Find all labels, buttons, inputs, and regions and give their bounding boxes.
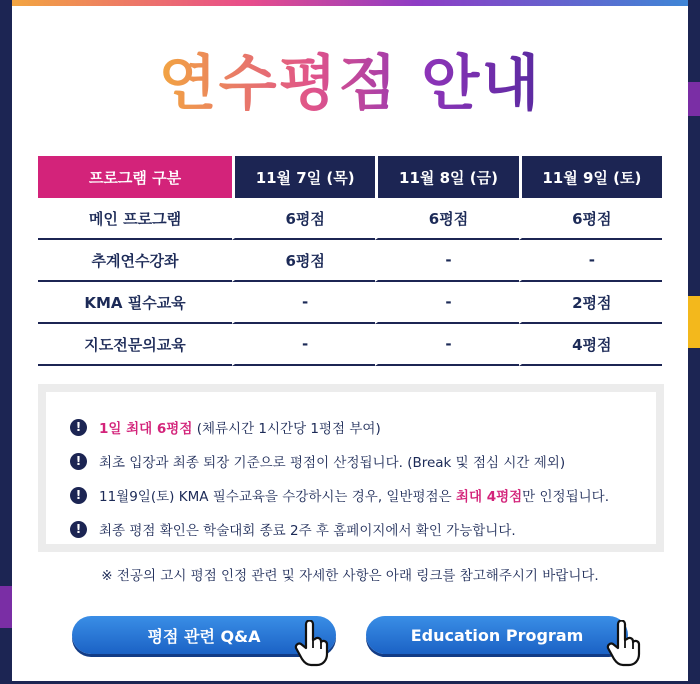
credit-table	[38, 156, 662, 366]
notice-highlight: 1일 최대 6평점	[99, 421, 193, 437]
pointing-hand-icon	[292, 620, 332, 668]
pointing-hand-icon	[604, 620, 644, 668]
table-row	[38, 282, 662, 324]
education-program-button-label: Education Program	[410, 625, 584, 645]
notice-text: 11월9일(토) KMA 필수교육을 수강하시는 경우, 일반평점은	[99, 489, 456, 505]
table-cell: -	[232, 282, 375, 324]
table-cell: 4평점	[519, 324, 662, 366]
notice-box	[38, 384, 664, 552]
notice-item	[70, 478, 656, 512]
table-header-row	[38, 156, 662, 198]
table-cell: 2평점	[519, 282, 662, 324]
exclamation-circle-icon: !	[70, 487, 87, 504]
notice-text: 만 인정됩니다.	[522, 489, 610, 505]
top-gradient-bar	[12, 0, 688, 6]
exclamation-circle-icon: !	[70, 521, 87, 538]
header-nov-9: 11월 9일 (토)	[519, 156, 662, 198]
table-row	[38, 198, 662, 240]
table-cell: -	[375, 324, 518, 366]
notice-text: 최초 입장과 최종 퇴장 기준으로 평점이 산정됩니다. (Break 및 점심 시간 제외)	[99, 455, 566, 471]
notice-text: (체류시간 1시간당 1평점 부여)	[192, 421, 381, 437]
table-cell: 6평점	[232, 240, 375, 282]
right-accent-yellow	[688, 296, 700, 348]
notice-item	[70, 410, 656, 444]
exclamation-circle-icon: !	[70, 419, 87, 436]
header-nov-7: 11월 7일 (목)	[232, 156, 375, 198]
notice-item	[70, 444, 656, 478]
table-cell: -	[375, 282, 518, 324]
notice-highlight: 최대 4평점	[455, 489, 523, 505]
table-cell: 6평점	[519, 198, 662, 240]
page-title: 연수평점 안내	[158, 49, 542, 119]
left-accent-purple	[0, 586, 12, 628]
header-nov-8: 11월 8일 (금)	[375, 156, 518, 198]
credit-qa-button-label: 평점 관련 Q&A	[147, 626, 261, 646]
row-label: KMA 필수교육	[38, 282, 232, 324]
notice-item	[70, 512, 656, 546]
table-row	[38, 240, 662, 282]
notice-inner	[46, 392, 656, 544]
row-label: 메인 프로그램	[38, 198, 232, 240]
notice-text: 최종 평점 확인은 학술대회 종료 2주 후 홈페이지에서 확인 가능합니다.	[99, 523, 516, 539]
table-cell: 6평점	[232, 198, 375, 240]
education-program-button[interactable]	[366, 616, 628, 654]
header-program-type: 프로그램 구분	[38, 156, 232, 198]
table-cell: -	[232, 324, 375, 366]
table-cell: -	[375, 240, 518, 282]
table-row	[38, 324, 662, 366]
row-label: 추계연수강좌	[38, 240, 232, 282]
table-cell: -	[519, 240, 662, 282]
table-cell: 6평점	[375, 198, 518, 240]
footnote: ※ 전공의 고시 평점 인정 관련 및 자세한 사항은 아래 링크를 참고해주시기 바랍니다.	[101, 568, 599, 584]
exclamation-circle-icon: !	[70, 453, 87, 470]
row-label: 지도전문의교육	[38, 324, 232, 366]
